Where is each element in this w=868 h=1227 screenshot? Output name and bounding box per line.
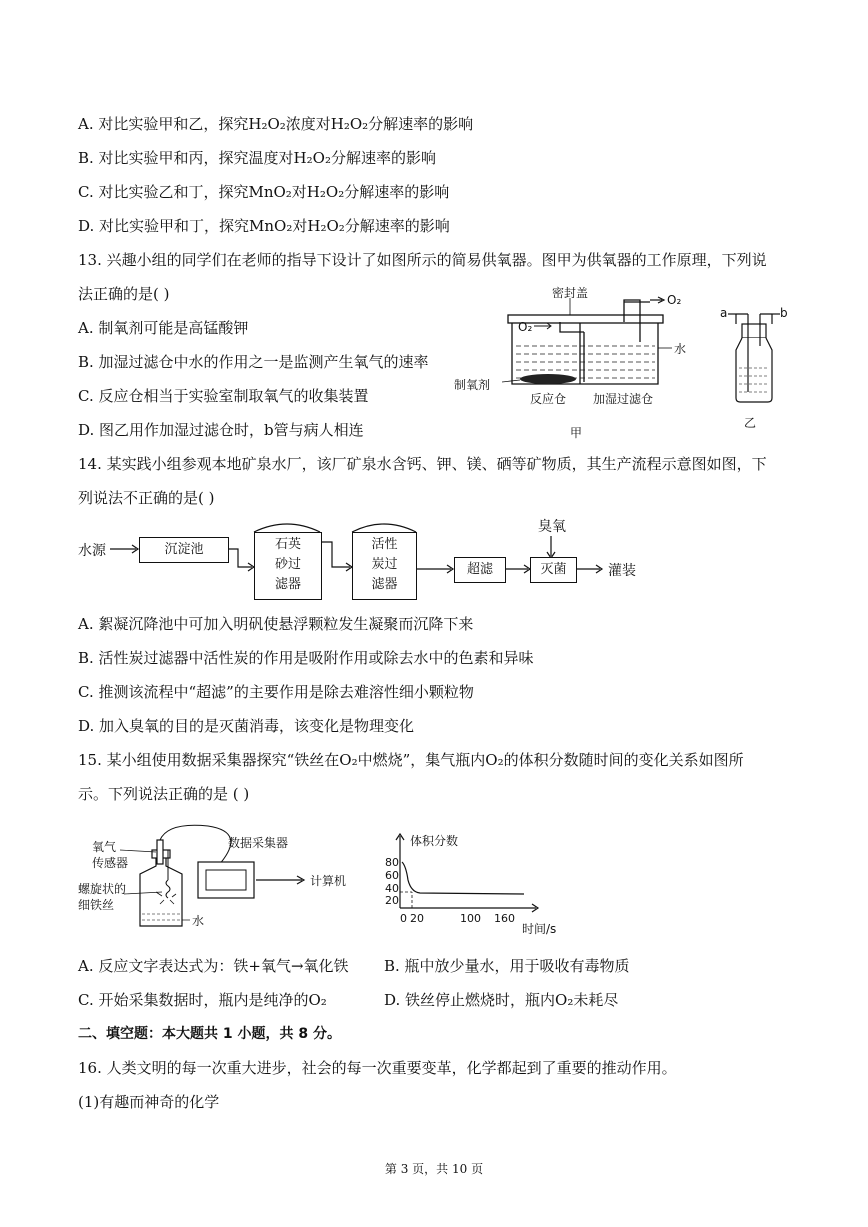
q13-option-c: C. 反应仓相当于实验室制取氧气的收集装置	[78, 387, 369, 405]
q13-option-b: B. 加湿过滤仓中水的作用之一是监测产生氧气的速率	[78, 353, 429, 371]
q14-option-a: A. 絮凝沉降池中可加入明矾使悬浮颗粒发生凝聚而沉降下来	[78, 615, 474, 633]
q14-stem-line1: 14. 某实践小组参观本地矿泉水厂，该厂矿泉水含钙、钾、镁、硒等矿物质，其生产流程示意图如图，下	[78, 455, 767, 473]
carbon-line2: 炭过	[371, 557, 398, 572]
wire-label-2: 细铁丝	[78, 898, 115, 912]
agent-label: 制氧剂	[454, 378, 491, 392]
seal-lid-label: 密封盖	[552, 286, 589, 300]
filling-label: 灌装	[608, 563, 636, 579]
oxygen-supplier-diagram	[450, 282, 700, 442]
section-heading: 二、填空题：本大题共 1 小题，共 8 分。	[78, 1026, 341, 1042]
y-tick-80: 80	[385, 856, 399, 869]
sediment-tank-box: 沉淀池	[139, 537, 229, 563]
q12-option-c: C. 对比实验乙和丁，探究MnO₂对H₂O₂分解速率的影响	[78, 183, 450, 201]
q14-option-c: C. 推测该流程中“超滤”的主要作用是除去难溶性细小颗粒物	[78, 683, 474, 701]
figure-yi-caption: 乙	[744, 416, 757, 430]
production-flow-diagram	[78, 512, 658, 602]
sterilize-box: 灭菌	[530, 557, 577, 583]
q15-option-d: D. 铁丝停止燃烧时，瓶内O₂未耗尽	[384, 991, 619, 1009]
q15-stem-line1: 15. 某小组使用数据采集器探究“铁丝在O₂中燃烧”，集气瓶内O₂的体积分数随时间的变化关系如图所	[78, 751, 744, 769]
ozone-label: 臭氧	[538, 519, 566, 535]
q13-option-a: A. 制氧剂可能是高锰酸钾	[78, 319, 249, 337]
q14-stem-line2: 列说法不正确的是( )	[78, 489, 215, 507]
q15-option-b: B. 瓶中放少量水，用于吸收有毒物质	[384, 957, 630, 975]
figure-jia	[450, 282, 700, 442]
o2-inner-label: O₂	[518, 320, 533, 334]
quartz-line1: 石英	[274, 537, 301, 552]
q12-option-a: A. 对比实验甲和乙，探究H₂O₂浓度对H₂O₂分解速率的影响	[78, 115, 474, 133]
q13-stem-line2: 法正确的是( )	[78, 285, 170, 303]
combustion-apparatus	[78, 822, 368, 932]
carbon-filter-box	[352, 532, 417, 600]
carbon-line3: 滤器	[371, 577, 398, 592]
figure-yi	[714, 302, 794, 432]
sensor-label-2: 传感器	[92, 856, 129, 870]
y-tick-20: 20	[385, 894, 399, 907]
q12-option-b: B. 对比实验甲和丙，探究温度对H₂O₂分解速率的影响	[78, 149, 436, 167]
q14-option-b: B. 活性炭过滤器中活性炭的作用是吸附作用或除去水中的色素和异味	[78, 649, 534, 667]
q13-option-d: D. 图乙用作加湿过滤仓时，b管与病人相连	[78, 421, 364, 439]
q16-stem: 16. 人类文明的每一次重大进步，社会的每一次重要变革，化学都起到了重要的推动作用。	[78, 1059, 677, 1077]
carbon-line1: 活性	[371, 537, 398, 552]
computer-label: 计算机	[310, 874, 347, 888]
y-tick-40: 40	[385, 882, 399, 895]
x-tick-160: 160	[494, 912, 515, 925]
graph-y-label: 体积分数	[410, 834, 459, 848]
wire-label-1: 螺旋状的	[78, 882, 127, 896]
q14-option-d: D. 加入臭氧的目的是灭菌消毒，该变化是物理变化	[78, 717, 415, 735]
sensor-label-1: 氧气	[92, 840, 117, 854]
figure-jia-caption: 甲	[570, 426, 583, 440]
o2-fraction-graph	[378, 832, 558, 944]
page-footer: 第 3 页，共 10 页	[384, 1162, 484, 1176]
q15-option-a: A. 反应文字表达式为：铁+氧气→氧化铁	[78, 957, 349, 975]
collector-label: 数据采集器	[228, 836, 289, 850]
bottle-water-label: 水	[192, 914, 205, 928]
water-source-label: 水源	[78, 543, 106, 559]
graph-x-label: 时间/s	[522, 922, 557, 936]
y-tick-60: 60	[385, 869, 399, 882]
reactor-label: 反应仓	[530, 392, 567, 406]
quartz-line2: 砂过	[274, 557, 301, 572]
x-tick-0: 0	[400, 912, 407, 925]
x-tick-20: 20	[410, 912, 424, 925]
q15-stem-line2: 示。下列说法正确的是 ( )	[78, 785, 250, 803]
humidifier-label: 加湿过滤仓	[593, 392, 654, 406]
x-tick-100: 100	[460, 912, 481, 925]
ultrafiltration-box: 超滤	[454, 557, 506, 583]
tube-b-label: b	[780, 306, 788, 320]
q15-option-c: C. 开始采集数据时，瓶内是纯净的O₂	[78, 991, 327, 1009]
water-label: 水	[674, 342, 687, 356]
quartz-filter-box	[254, 532, 322, 600]
o2-outlet-label: O₂	[667, 293, 682, 307]
q13-stem-line1: 13. 兴趣小组的同学们在老师的指导下设计了如图所示的简易供氧器。图甲为供氧器的工作原理，下列说	[78, 251, 767, 269]
quartz-line3: 滤器	[274, 577, 301, 592]
tube-a-label: a	[720, 306, 728, 320]
q12-option-d: D. 对比实验甲和丁，探究MnO₂对H₂O₂分解速率的影响	[78, 217, 450, 235]
q16-sub1: (1)有趣而神奇的化学	[78, 1093, 220, 1111]
